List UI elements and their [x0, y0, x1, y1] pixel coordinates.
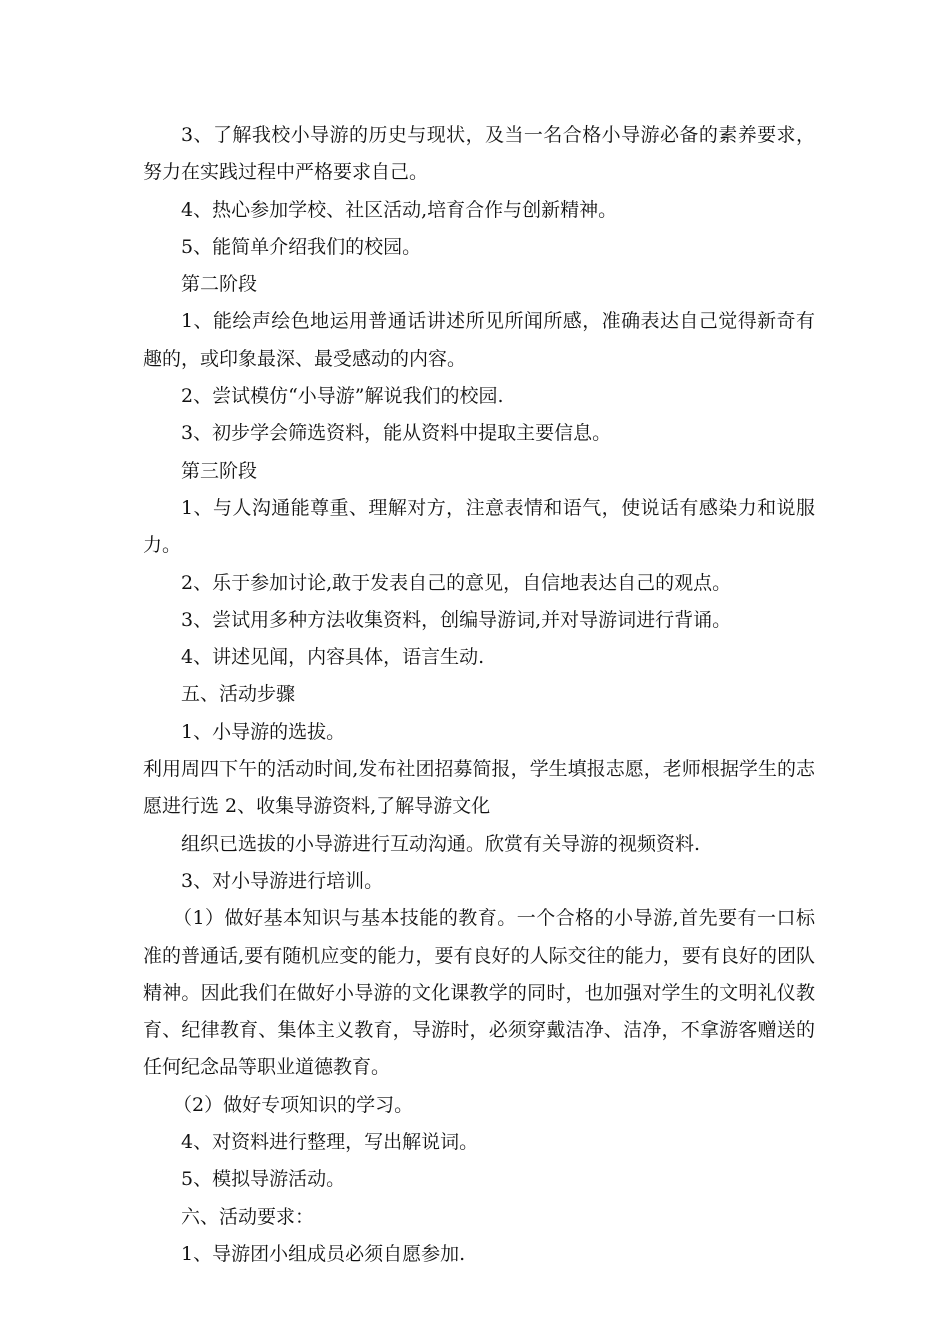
- section-heading-requirements: 六、活动要求：: [181, 1205, 315, 1228]
- paragraph-goal-3: 3、了解我校小导游的历史与现状，及当一名合格小导游必备的素养要求，努力在实践过程中严格要求自己。: [143, 124, 815, 184]
- paragraph-step-3: 3、对小导游进行培训。: [181, 869, 384, 892]
- paragraph-stage3-2: 2、乐于参加讨论,敢于发表自己的意见，自信地表达自己的观点。: [181, 571, 732, 594]
- paragraph-training-1: （1）做好基本知识与基本技能的教育。一个合格的小导游,首先要有一口标准的普通话,要有随机应变的能力，要有良好的人际交往的能力，要有良好的团队精神。因此我们在做好小导游的文化课教学的同时，也加强对学生的文明礼仪教育、纪律教育、集体主义教育，导游时，必须穿戴洁净、洁净，不拿游客赠送的任何纪念品等职业道德教育。: [143, 907, 815, 1079]
- document-body: [143, 117, 815, 1273]
- paragraph-stage3-4: 4、讲述见闻，内容具体，语言生动.: [181, 646, 485, 669]
- section-heading-stage-2: 第二阶段: [181, 273, 258, 296]
- paragraph-stage3-3: 3、尝试用多种方法收集资料，创编导游词,并对导游词进行背诵。: [181, 608, 732, 631]
- paragraph-step-5: 5、模拟导游活动。: [181, 1168, 346, 1191]
- paragraph-communication: 组织已选拔的小导游进行互动沟通。欣赏有关导游的视频资料.: [181, 832, 701, 855]
- paragraph-step-1: 1、小导游的选拔。: [181, 720, 346, 743]
- paragraph-goal-4: 4、热心参加学校、社区活动,培育合作与创新精神。: [181, 198, 618, 221]
- section-heading-activity-steps: 五、活动步骤: [181, 683, 296, 706]
- paragraph-stage2-2: 2、尝试模仿“小导游”解说我们的校园.: [181, 385, 504, 408]
- paragraph-training-2: （2）做好专项知识的学习。: [173, 1093, 414, 1116]
- paragraph-goal-5: 5、能简单介绍我们的校园。: [181, 235, 422, 258]
- paragraph-requirement-1: 1、导游团小组成员必须自愿参加.: [181, 1242, 466, 1265]
- paragraph-selection-detail: 利用周四下午的活动时间,发布社团招募简报，学生填报志愿，老师根据学生的志愿进行选 2、收集导游资料,了解导游文化: [143, 758, 815, 818]
- paragraph-stage2-1: 1、能绘声绘色地运用普通话讲述所见所闻所感，准确表达自己觉得新奇有趣的，或印象最深、最受感动的内容。: [143, 310, 815, 370]
- paragraph-stage3-1: 1、与人沟通能尊重、理解对方，注意表情和语气，使说话有感染力和说服力。: [143, 496, 815, 557]
- paragraph-stage2-3: 3、初步学会筛选资料，能从资料中提取主要信息。: [181, 422, 612, 445]
- section-heading-stage-3: 第三阶段: [181, 459, 258, 482]
- paragraph-step-4: 4、对资料进行整理，写出解说词。: [181, 1131, 479, 1154]
